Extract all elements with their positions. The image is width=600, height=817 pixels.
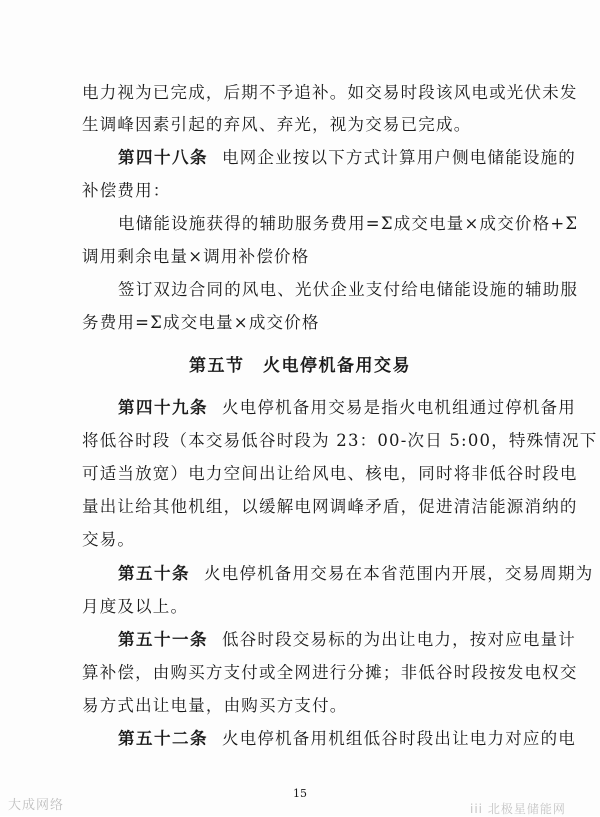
article-52-line-1 [118, 728, 576, 750]
paragraph-line: 将低谷时段（本交易低谷时段为 23：00-次日 5:00，特殊情况下 [82, 431, 598, 450]
article-48-line-1 [118, 147, 576, 169]
page-number: 15 [293, 787, 307, 800]
article-text: 火电停机备用交易在本省范围内开展，交易周期为 [204, 564, 594, 583]
article-text: 低谷时段交易标的为出让电力，按对应电量计 [222, 630, 576, 649]
paragraph-line: 生调峰因素引起的弃风、弃光，视为交易已完成。 [82, 115, 472, 134]
paragraph-line: 月度及以上。 [82, 597, 189, 616]
article-label: 第五十二条 [118, 729, 208, 748]
article-text: 电网企业按以下方式计算用户侧电储能设施的 [222, 148, 576, 167]
article-51-line-1 [118, 629, 576, 651]
article-text: 火电停机备用交易是指火电机组通过停机备用 [222, 398, 576, 417]
section-heading: 第五节 火电停机备用交易 [189, 356, 411, 376]
article-label: 第四十九条 [118, 398, 208, 417]
paragraph-line: 易方式出让电量，由购买方支付。 [82, 696, 348, 715]
formula-line: 务费用=Σ成交电量×成交价格 [82, 313, 320, 332]
paragraph-line: 电力视为已完成，后期不予追补。如交易时段该风电或光伏未发 [82, 83, 578, 102]
article-50-line-1 [118, 563, 593, 585]
watermark-right: iii 北极星储能网 [470, 802, 566, 816]
formula-line: 签订双边合同的风电、光伏企业支付给电储能设施的辅助服 [118, 280, 579, 299]
paragraph-line: 交易。 [82, 530, 136, 549]
article-label: 第四十八条 [118, 148, 208, 167]
paragraph-line: 可适当放宽）电力空间出让给风电、核电，同时将非低谷时段电 [82, 464, 578, 483]
paragraph-line: 补偿费用： [82, 181, 171, 200]
article-label: 第五十一条 [118, 630, 208, 649]
article-49-line-1 [118, 397, 576, 419]
article-label: 第五十条 [118, 564, 190, 583]
watermark-left: 大成网络 [8, 798, 65, 813]
paragraph-line: 算补偿，由购买方支付或全网进行分摊；非低谷时段按发电权交 [82, 663, 578, 682]
formula-line: 电储能设施获得的辅助服务费用=Σ成交电量×成交价格+Σ [118, 214, 579, 233]
article-text: 火电停机备用机组低谷时段出让电力对应的电 [222, 729, 576, 748]
paragraph-line: 量出让给其他机组，以缓解电网调峰矛盾，促进清洁能源消纳的 [82, 497, 578, 516]
formula-line: 调用剩余电量×调用补偿价格 [82, 247, 310, 266]
